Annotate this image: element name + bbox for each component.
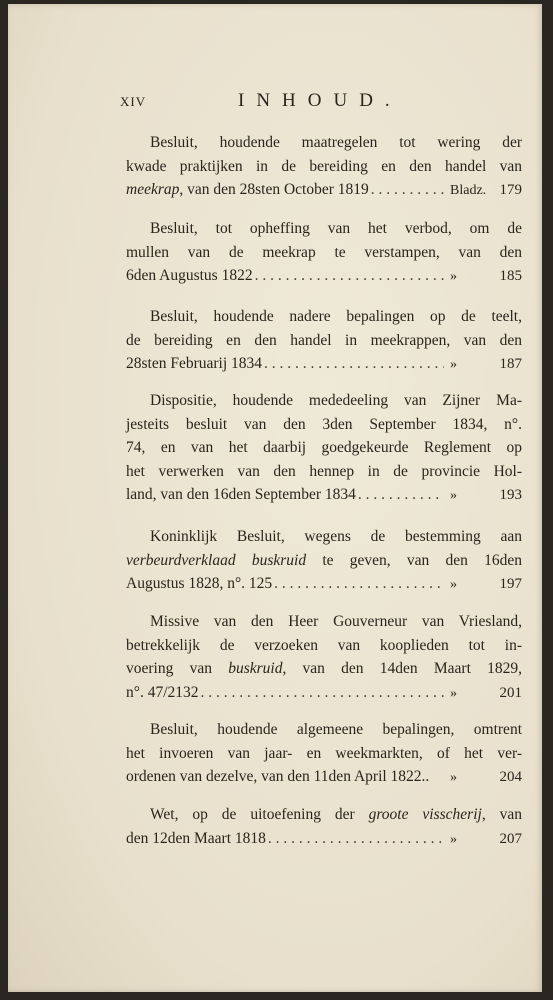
entry-text: Augustus 1828, n°. 125 xyxy=(126,575,273,592)
page-prefix: » xyxy=(450,770,457,785)
page-prefix: » xyxy=(450,269,457,284)
entry-line: betrekkelijk de verzoeken van kooplieden tot in- xyxy=(126,636,522,654)
entry-line: Koninklijk Besluit, wegens de bestemming aan xyxy=(150,528,522,545)
entry-text: den 12den Maart 1818 xyxy=(126,829,266,847)
page-prefix: Bladz. xyxy=(450,183,487,198)
entry-line xyxy=(126,657,522,681)
page-prefix: » xyxy=(450,831,457,847)
entry-line: de bereiding en den handel in meekrappen, van den xyxy=(126,331,522,349)
entry-line: jesteits besluit van den 3den September 1834, n°. xyxy=(126,415,522,433)
book-page xyxy=(8,4,542,992)
toc-entry xyxy=(126,525,522,597)
entry-text: land, van den 16den September 1834 xyxy=(126,486,356,503)
entry-text: n°. 47/2132 xyxy=(126,683,199,701)
dot-leader xyxy=(255,264,444,288)
entry-last-line xyxy=(126,827,522,852)
running-head xyxy=(120,90,402,114)
dot-leader xyxy=(201,681,444,705)
toc-entry xyxy=(126,610,522,705)
entry-line: Missive van den Heer Gouverneur van Vriesland, xyxy=(150,613,522,630)
page-number: 207 xyxy=(499,830,522,847)
dot-leader xyxy=(371,178,444,202)
dot-leader xyxy=(358,483,444,507)
entry-last-line xyxy=(126,572,522,597)
page-folio: XIV xyxy=(120,94,147,109)
entry-text: , van den 14den Maart 1829, xyxy=(282,660,522,677)
entry-text: te geven, van den 16den xyxy=(306,551,522,569)
page-prefix: » xyxy=(450,685,457,701)
entry-line: kwade praktijken in de bereiding en den handel van xyxy=(126,157,522,175)
entry-line: Besluit, houdende algemeene bepalingen, omtrent xyxy=(150,721,522,738)
page-number: 201 xyxy=(499,684,522,701)
page-number: 193 xyxy=(499,487,522,503)
page-prefix: » xyxy=(450,577,457,592)
page-number: 197 xyxy=(499,576,522,592)
entry-text: 6den Augustus 1822 xyxy=(126,267,253,284)
entry-line xyxy=(126,803,522,827)
entry-last-line xyxy=(126,681,522,706)
entry-text: , van den 28sten October 1819 xyxy=(179,181,369,198)
toc-entry xyxy=(126,131,522,203)
toc-entry xyxy=(126,718,522,790)
entry-italic-term: buskruid xyxy=(228,660,283,677)
dot-leader xyxy=(268,827,444,851)
entry-text: voering van xyxy=(126,660,229,677)
page-prefix: » xyxy=(450,357,457,372)
page-number: 187 xyxy=(499,356,522,372)
dot-leader xyxy=(274,572,444,596)
entry-last-line xyxy=(126,352,522,377)
entry-line: het invoeren van jaar- en weekmarkten, of het ver- xyxy=(126,744,522,762)
entry-last-line xyxy=(126,483,522,508)
page-title: INHOUD. xyxy=(238,90,402,111)
entry-line xyxy=(126,549,522,573)
toc-entry xyxy=(126,803,522,851)
entry-last-line xyxy=(126,264,522,289)
entry-line: 74, en van het daarbij goedgekeurde Reglement op xyxy=(126,439,522,456)
toc-entry xyxy=(126,389,522,508)
entry-italic-term: meekrap xyxy=(126,181,180,198)
entry-text: ordenen van dezelve, van den 11den April 1822.. xyxy=(126,768,430,785)
page-prefix: » xyxy=(450,488,457,503)
entry-line: mullen van de meekrap te verstampen, van den xyxy=(126,243,522,261)
entry-line: Besluit, tot opheffing van het verbod, om de xyxy=(150,220,522,237)
entry-text: 28sten Februarij 1834 xyxy=(126,355,263,372)
entry-italic-term: verbeurdverklaad buskruid xyxy=(126,551,307,569)
entry-italic-term: groote visscherij xyxy=(368,806,482,823)
toc-entry xyxy=(126,217,522,289)
page-number: 204 xyxy=(499,769,522,785)
entry-last-line xyxy=(126,765,522,790)
page-number: 185 xyxy=(499,268,522,284)
entry-text: , van xyxy=(481,806,523,823)
entry-line: Dispositie, houdende mededeeling van Zijner Ma- xyxy=(150,392,522,409)
entry-last-line xyxy=(126,178,522,203)
entry-line: Besluit, houdende nadere bepalingen op de teelt, xyxy=(150,308,522,325)
entry-text: Wet, op de uitoefening der xyxy=(150,806,369,823)
dot-leader xyxy=(264,352,444,376)
toc-entry xyxy=(126,305,522,377)
entry-line: het verwerken van den hennep in de provincie Hol- xyxy=(126,462,522,480)
page-number: 179 xyxy=(499,182,522,198)
entry-line: Besluit, houdende maatregelen tot wering der xyxy=(150,134,522,151)
